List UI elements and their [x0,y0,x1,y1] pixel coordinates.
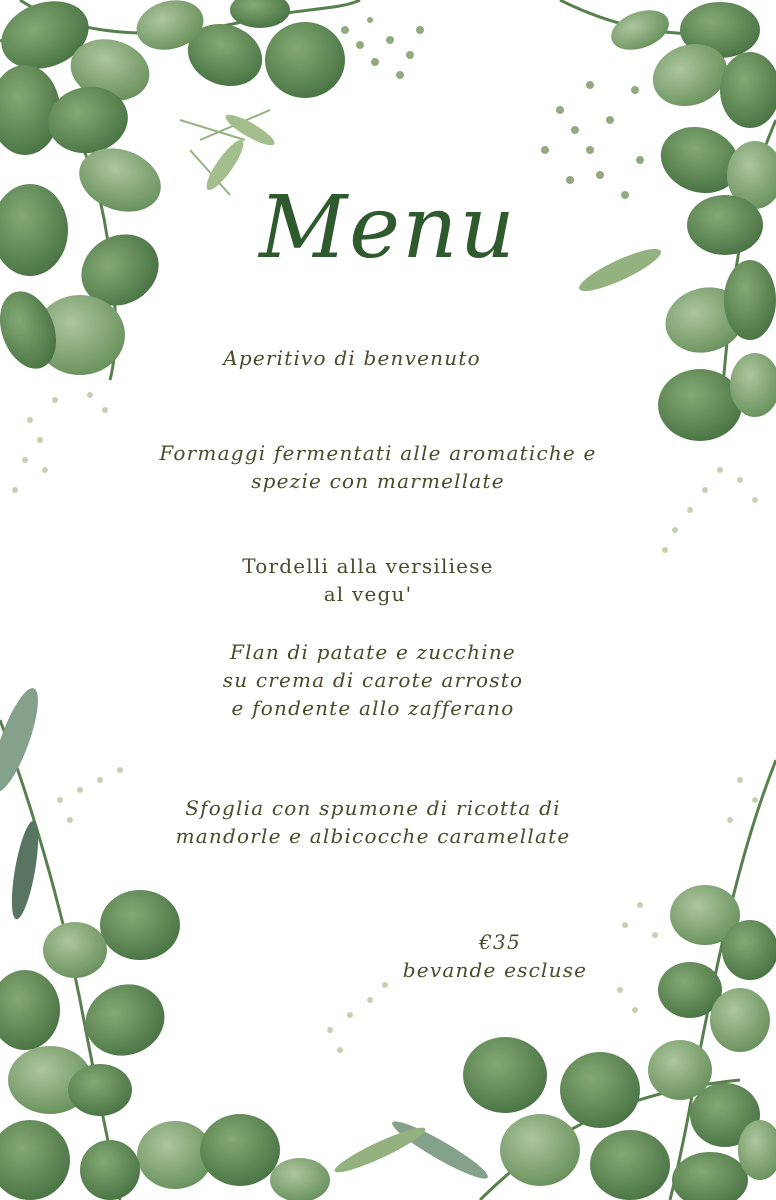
price: €35 [479,930,521,954]
foliage-bottom-left [0,684,388,1200]
course-line: spezie con marmellate [251,469,505,493]
menu-title: Menu [259,178,517,278]
course-line: al vegu' [323,582,413,606]
course-line: su crema di carote arrosto [222,668,524,692]
course-line: mandorle e albicocche caramellate [175,824,571,848]
course-aperitivo [0,344,704,372]
price-note: bevande escluse [402,958,588,982]
course-line: Sfoglia con spumone di ricotta di [185,796,561,820]
course-line: e fondente allo zafferano [231,696,515,720]
course-formaggi [0,439,756,495]
course-line: Tordelli alla versiliese [242,554,494,578]
price-block [380,928,610,984]
course-line: Flan di patate e zucchine [230,640,516,664]
course-line: Aperitivo di benvenuto [223,346,481,370]
course-line: Formaggi fermentati alle aromatiche e [159,441,597,465]
course-flan [0,638,746,722]
course-tordelli [0,552,736,608]
course-sfoglia [0,794,746,850]
